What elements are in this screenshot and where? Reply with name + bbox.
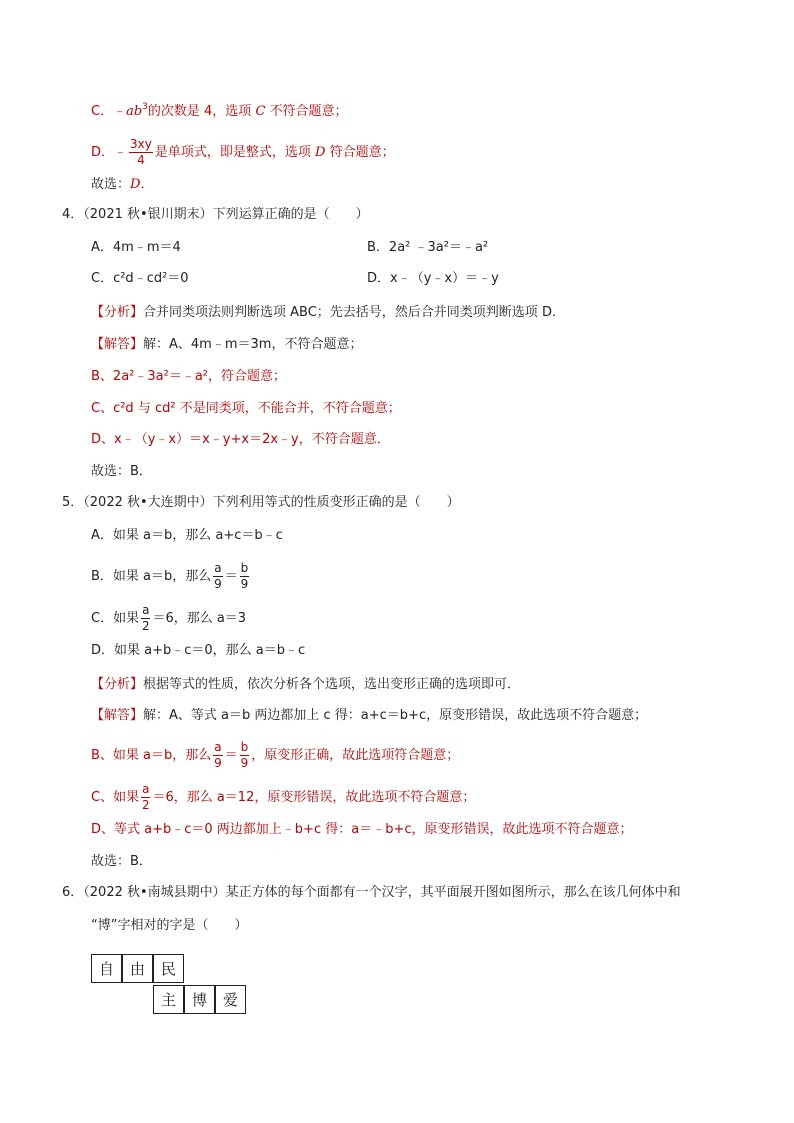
q6-stem-continued: “博”字相对的字是（ ）: [91, 918, 248, 933]
q4-option-b: B．2a² ﹣3a²＝﹣a²: [367, 240, 489, 255]
q4-answer-c: C、c²d 与 cd² 不是同类项，不能合并，不符合题意；: [91, 401, 401, 416]
q5-answer-d: D、等式 a+b﹣c＝0 两边都加上﹣b+c 得：a＝﹣b+c，原变形错误，故此选项不符合题意；: [91, 822, 633, 837]
q3-option-d-analysis: D．﹣ $\frac{3xy}{4}$ 是单项式，即是整式，选项 D 符合题意；: [91, 137, 395, 167]
q4-final-choice: 故选：B．: [91, 464, 152, 479]
q5-answer-c: C、如果 $\frac{a}{2}$ ＝6，那么 a＝12，原变形错误，故此选项不符合题意；: [91, 782, 476, 812]
fraction: $\frac{b}{9}$: [240, 561, 249, 591]
q5-answer-a: 【解答】解：A、等式 a＝b 两边都加上 c 得：a+c＝b+c，原变形错误，故此选项不符合题意；: [91, 708, 648, 723]
q5-stem: 5．（2022 秋•大连期中）下列利用等式的性质变形正确的是（ ）: [62, 495, 460, 510]
q5-final-choice: 故选：B．: [91, 854, 152, 869]
q3-option-c-analysis: C．$﹣ab^3$的次数是 4，选项 C 不符合题意；: [91, 102, 348, 119]
fraction: $\frac{3xy}{4}$: [130, 137, 152, 167]
cube-face: 民: [153, 954, 184, 983]
q4-stem: 4．（2021 秋•银川期末）下列运算正确的是（ ）: [62, 207, 369, 222]
q4-answer-a: 【解答】解：A、4m﹣m＝3m，不符合题意；: [91, 337, 363, 352]
q5-option-d: D．如果 a+b﹣c＝0，那么 a＝b﹣c: [91, 643, 306, 658]
q6-stem: 6．（2022 秋•南城县期中）某正方体的每个面都有一个汉字，其平面展开图如图所示，那么在该几何体中和: [62, 885, 681, 900]
q4-answer-d: D、x﹣（y﹣x）＝x﹣y+x＝2x﹣y，不符合题意．: [91, 432, 390, 447]
q4-option-d: D．x﹣（y﹣x）＝﹣y: [367, 271, 499, 286]
fraction: $\frac{b}{9}$: [240, 740, 249, 770]
q4-answer-b: B、2a²﹣3a²＝﹣a²，符合题意；: [91, 369, 286, 384]
cube-face: 由: [122, 954, 153, 983]
fraction: $\frac{a}{9}$: [214, 740, 222, 770]
cube-face: 自: [91, 954, 122, 983]
cube-face: 爱: [215, 985, 246, 1014]
q3-final-choice: 故选：D．: [91, 177, 154, 192]
cube-face: 主: [153, 985, 184, 1014]
cube-net-figure: [91, 954, 251, 1016]
fraction: $\frac{a}{2}$: [141, 603, 150, 633]
q5-option-c: C．如果 $\frac{a}{2}$ ＝6，那么 a＝3: [91, 603, 247, 633]
q4-option-c: C．c²d﹣cd²＝0: [91, 271, 189, 286]
q5-analysis: 【分析】根据等式的性质，依次分析各个选项，选出变形正确的选项即可．: [91, 677, 521, 692]
q5-option-a: A．如果 a＝b，那么 a+c＝b﹣c: [91, 528, 283, 543]
q5-option-b: B．如果 a＝b，那么 $\frac{a}{9}$ ＝ $\frac{b}{9}$: [91, 561, 249, 591]
q4-option-a: A．4m﹣m＝4: [91, 240, 181, 255]
q5-answer-b: B、如果 a＝b，那么 $\frac{a}{9}$ ＝ $\frac{b}{9}$ ，原变形正确，故此选项符合题意；: [91, 740, 460, 770]
fraction: $\frac{a}{9}$: [214, 561, 222, 591]
q4-analysis: 【分析】合并同类项法则判断选项 ABC；先去括号，然后合并同类项判断选项 D．: [91, 305, 565, 320]
fraction: $\frac{a}{2}$: [141, 782, 150, 812]
cube-face: 博: [184, 985, 215, 1014]
